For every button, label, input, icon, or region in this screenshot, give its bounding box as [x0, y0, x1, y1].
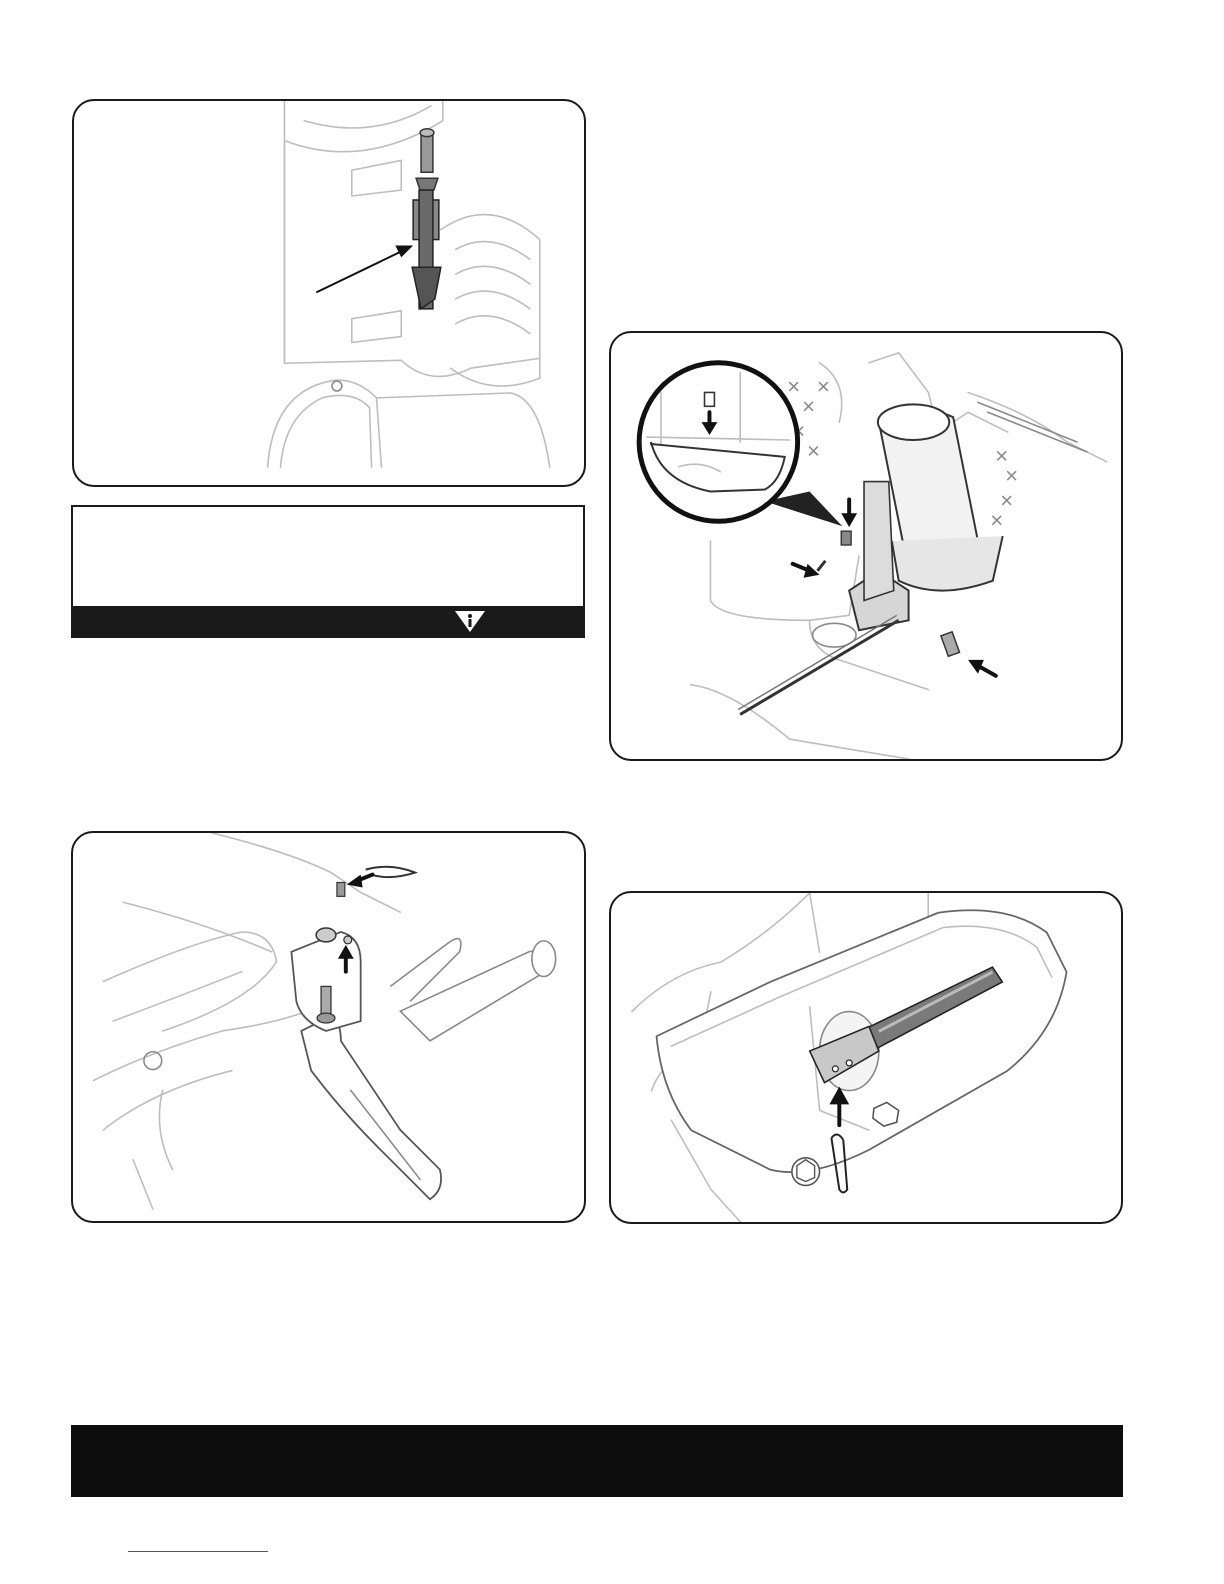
notice-text: [73, 507, 583, 606]
figure-rod-clip: [609, 891, 1123, 1224]
rod-hairpin-clip-illustration: [611, 893, 1121, 1222]
info-icon: [453, 609, 487, 633]
chute-assembly-install-illustration: [611, 333, 1121, 759]
figure-chute-rod-bracket: [72, 99, 586, 487]
notice-box: [71, 505, 585, 638]
handle-pin-clip-illustration: [73, 833, 584, 1221]
notice-bar: [73, 606, 583, 636]
chute-rod-bracket-illustration: [74, 101, 584, 485]
page-link-underline[interactable]: [128, 1551, 268, 1552]
footer-bar: [71, 1425, 1123, 1497]
figure-handle-pin: [71, 831, 586, 1223]
figure-chute-assembly: [609, 331, 1123, 761]
